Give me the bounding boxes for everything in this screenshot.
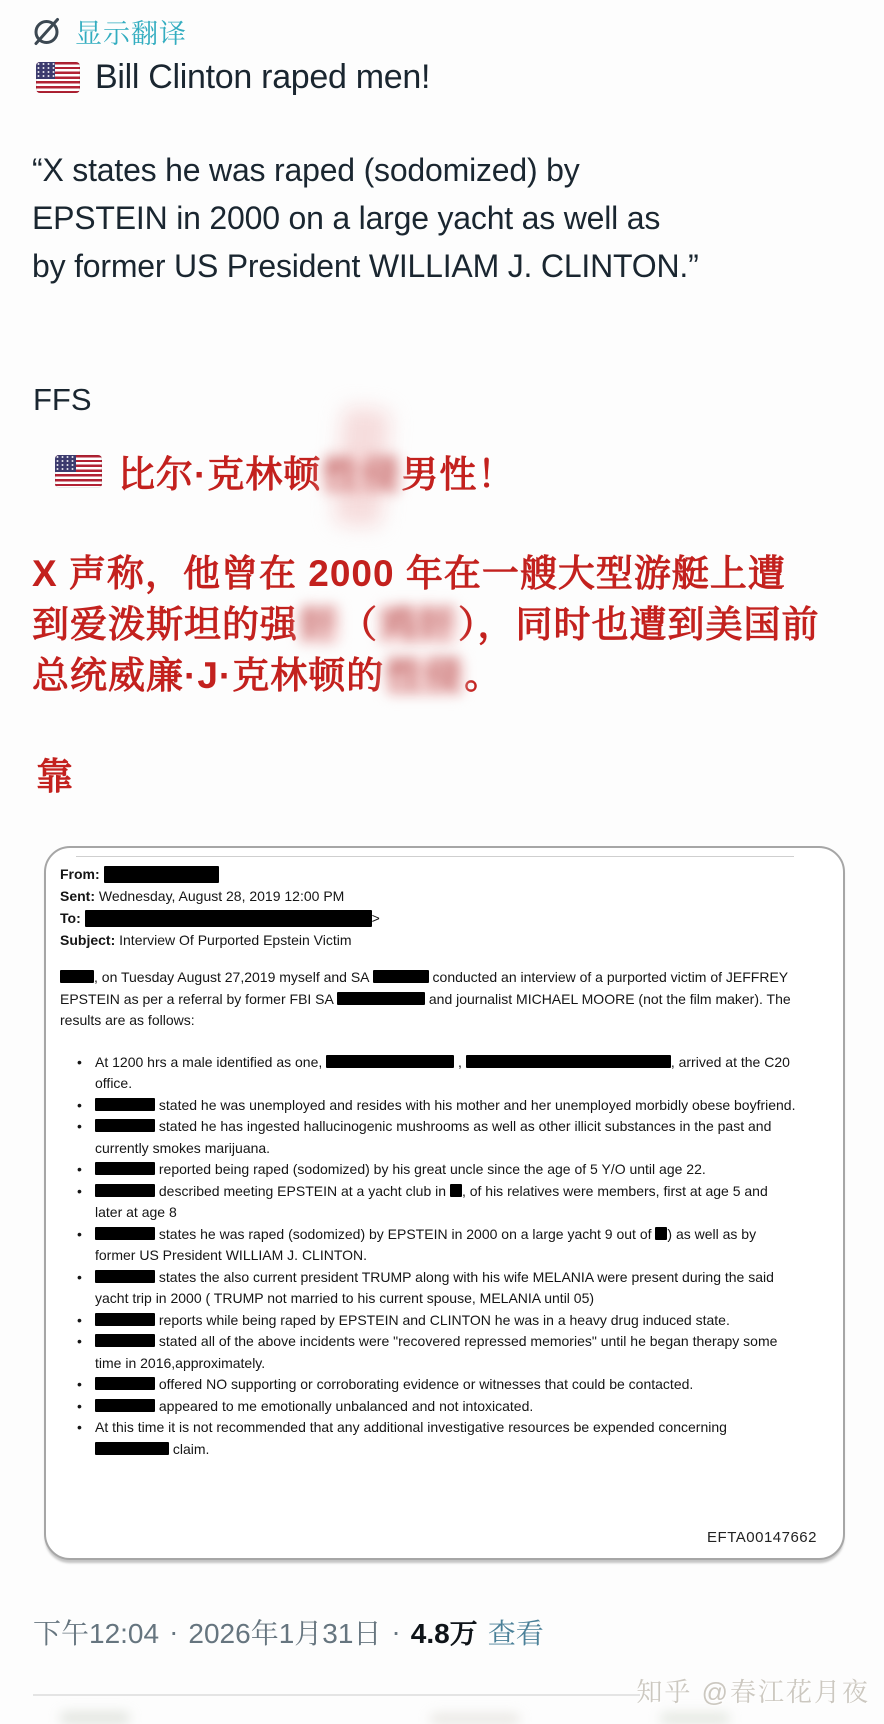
censored-text: 性侵	[323, 454, 400, 495]
document-scan-line	[76, 856, 794, 857]
bullet-marker: •	[77, 1161, 82, 1177]
bullet-item	[60, 1374, 843, 1396]
post-title-zh	[118, 444, 515, 498]
email-header-label: Subject:	[60, 932, 120, 948]
redaction-bar	[450, 1184, 462, 1197]
text-segment: states the also current president TRUMP along with his wife MELANIA were present during the said yacht trip in 2000 ( TRUMP not married to his current spouse, MELANIA until 05)	[95, 1268, 774, 1306]
redaction-bar	[95, 1162, 155, 1175]
bullet-marker: •	[77, 1118, 82, 1134]
email-header-row	[60, 907, 843, 929]
email-header-row	[60, 863, 843, 885]
redaction-bar	[655, 1227, 667, 1240]
email-intro-paragraph	[60, 967, 843, 1032]
text-segment: appeared to me emotionally unbalanced and not intoxicated.	[155, 1397, 534, 1414]
text-segment: ，同时也遭到美国前	[477, 604, 820, 645]
bullet-item	[60, 1095, 843, 1117]
bullet-marker: •	[77, 1333, 82, 1349]
bullet-marker: •	[77, 1397, 82, 1414]
bullet-text	[95, 1310, 843, 1332]
post-meta-row	[33, 1612, 544, 1652]
bullet-marker: •	[77, 1182, 82, 1199]
redaction-bar	[95, 1334, 155, 1347]
attached-document-image[interactable]	[44, 846, 845, 1560]
text-segment: ,	[454, 1053, 466, 1070]
post-paragraph-zh	[32, 548, 820, 701]
email-header-label: From:	[60, 866, 104, 882]
text-segment: , arrived at the C20 office.	[95, 1053, 790, 1091]
text-segment: stated he was unemployed and resides with his mother and her unemployed morbidly obese boyfriend.	[155, 1096, 796, 1113]
email-header-label: To:	[60, 910, 85, 926]
censored-text: 鸡奸	[380, 604, 456, 645]
text-segment: >	[371, 910, 380, 926]
redaction-bar	[60, 970, 94, 983]
redaction-bar	[95, 1119, 155, 1132]
email-header-row	[60, 885, 843, 907]
paragraph-line-zh	[32, 599, 820, 650]
bullet-marker: •	[77, 1225, 82, 1242]
text-segment: X 声称，他曾在 2000 年在一艘大型游艇上遭	[32, 553, 786, 594]
bullet-text	[95, 1331, 843, 1374]
text-segment: ) as well as by former US President WILLIAM J. CLINTON.	[95, 1225, 757, 1263]
bullet-marker: •	[77, 1311, 82, 1328]
bullet-item	[60, 1310, 843, 1332]
redaction-bar	[373, 970, 429, 983]
meta-separator: ·	[169, 1616, 179, 1647]
bullet-item	[60, 1396, 843, 1418]
email-document	[60, 863, 843, 1460]
paragraph-line-zh	[32, 650, 820, 701]
post-date: 2026年1月31日	[188, 1618, 382, 1649]
show-translation-link[interactable]: 显示翻译	[75, 19, 187, 49]
redaction-bar	[95, 1184, 155, 1197]
censored-text: 性侵	[386, 655, 463, 696]
text-segment: ）	[458, 604, 478, 645]
quote-text-en	[32, 146, 699, 290]
bullet-marker: •	[77, 1376, 82, 1392]
text-segment: At 1200 hrs a male identified as one,	[95, 1053, 327, 1070]
divider-line	[33, 1694, 640, 1696]
bullet-item	[60, 1116, 843, 1159]
bullet-text	[95, 1095, 843, 1117]
text-segment: stated all of the above incidents were "recovered repressed memories" until he began therapy some time in 2016,approximately.	[95, 1333, 778, 1371]
bottom-artifact	[60, 1712, 130, 1724]
us-flag-icon	[36, 62, 80, 93]
post-title-en: Bill Clinton raped men!	[95, 58, 431, 96]
bullet-text	[95, 1159, 843, 1181]
bottom-artifact	[430, 1714, 520, 1724]
no-translate-circle-slash-icon	[30, 15, 63, 48]
document-bates-number: EFTA00147662	[707, 1529, 817, 1546]
bullet-text	[95, 1267, 843, 1310]
text-segment: 到爱泼斯坦的强	[32, 604, 298, 645]
text-segment: stated he has ingested hallucinogenic mushrooms as well as other illicit substances in the past and currently smokes marijuana.	[95, 1118, 772, 1156]
bullet-text	[95, 1374, 843, 1396]
post-title-zh-row	[55, 444, 515, 498]
bullet-item	[60, 1159, 843, 1181]
email-bullet-list	[60, 1052, 843, 1461]
quote-line: EPSTEIN in 2000 on a large yacht as well as	[32, 200, 661, 236]
bullet-item	[60, 1224, 843, 1267]
text-segment: 比尔·克林顿	[118, 454, 322, 495]
text-segment: reported being raped (sodomized) by his great uncle since the age of 5 Y/O until age 22.	[155, 1161, 706, 1177]
redaction-bar	[104, 866, 219, 883]
text-segment: reports while being raped by EPSTEIN and CLINTON he was in a heavy drug induced state.	[155, 1311, 730, 1328]
text-segment: offered NO supporting or corroborating evidence or witnesses that could be contacted.	[155, 1376, 694, 1392]
text-segment: Wednesday, August 28, 2019 12:00 PM	[98, 888, 345, 904]
text-segment: Interview Of Purported Epstein Victim	[119, 932, 352, 948]
paragraph-line-zh	[32, 548, 820, 599]
redaction-bar	[85, 910, 372, 927]
bullet-text	[95, 1181, 843, 1224]
text-segment: 男性！	[401, 454, 516, 495]
bullet-text	[95, 1417, 843, 1460]
redaction-bar	[95, 1399, 155, 1412]
redaction-bar	[337, 992, 425, 1005]
translate-toggle[interactable]	[30, 12, 187, 51]
text-segment: and journalist MICHAEL MOORE (not the film maker). The results are as follows:	[60, 990, 791, 1028]
redaction-bar	[466, 1055, 671, 1068]
text-segment: conducted an interview of a purported victim of JEFFREY EPSTEIN as per a referral by former FBI SA	[60, 969, 788, 1007]
ffs-text: FFS	[33, 382, 92, 417]
text-segment: , on Tuesday August 27,2019 myself and SA	[94, 969, 373, 985]
quote-line: by former US President WILLIAM J. CLINTON.”	[32, 248, 699, 284]
text-segment: , of his relatives were members, first at age 5 and later at age 8	[95, 1182, 768, 1220]
redaction-bar	[95, 1270, 155, 1283]
us-flag-icon	[55, 455, 102, 488]
redaction-bar	[326, 1055, 454, 1068]
email-header-label: Sent:	[60, 888, 99, 904]
bullet-item	[60, 1331, 843, 1374]
bullet-item	[60, 1181, 843, 1224]
bottom-artifact	[660, 1713, 730, 1724]
email-header	[60, 863, 843, 951]
bullet-marker: •	[77, 1268, 82, 1285]
censored-text: 奸	[300, 604, 338, 645]
redaction-bar	[95, 1098, 155, 1111]
text-segment: claim.	[169, 1440, 210, 1457]
redaction-bar	[95, 1313, 155, 1326]
redaction-bar	[95, 1227, 155, 1240]
text-segment: At this time it is not recommended that any additional investigative resources be expended concerning	[95, 1419, 727, 1435]
zhihu-watermark: 知乎 @春江花月夜	[636, 1677, 870, 1707]
expletive-zh: 靠	[36, 756, 73, 797]
text-segment: 。	[464, 655, 503, 696]
post-time: 下午12:04	[33, 1618, 160, 1649]
bullet-text	[95, 1116, 843, 1159]
bullet-text	[95, 1224, 843, 1267]
text-segment: （	[340, 604, 378, 645]
bullet-item	[60, 1267, 843, 1310]
post-title-row	[36, 58, 430, 97]
views-count: 4.8万	[410, 1618, 478, 1649]
bullet-text	[95, 1052, 843, 1095]
text-segment: 总统威廉·J·克林顿的	[32, 655, 385, 696]
redaction-bar	[95, 1442, 169, 1455]
views-link[interactable]: 查看	[487, 1618, 544, 1649]
email-header-row	[60, 929, 843, 951]
bullet-marker: •	[77, 1419, 82, 1435]
quote-line: “X states he was raped (sodomized) by	[32, 152, 580, 188]
redaction-bar	[95, 1377, 155, 1390]
bullet-item	[60, 1052, 843, 1095]
bullet-marker: •	[77, 1053, 82, 1070]
text-segment: states he was raped (sodomized) by EPSTEIN in 2000 on a large yacht 9 out of	[155, 1225, 656, 1242]
bullet-text	[95, 1396, 843, 1418]
bullet-item	[60, 1417, 843, 1460]
meta-separator: ·	[391, 1616, 401, 1647]
text-segment: described meeting EPSTEIN at a yacht club in	[155, 1182, 450, 1199]
bullet-marker: •	[77, 1096, 82, 1113]
